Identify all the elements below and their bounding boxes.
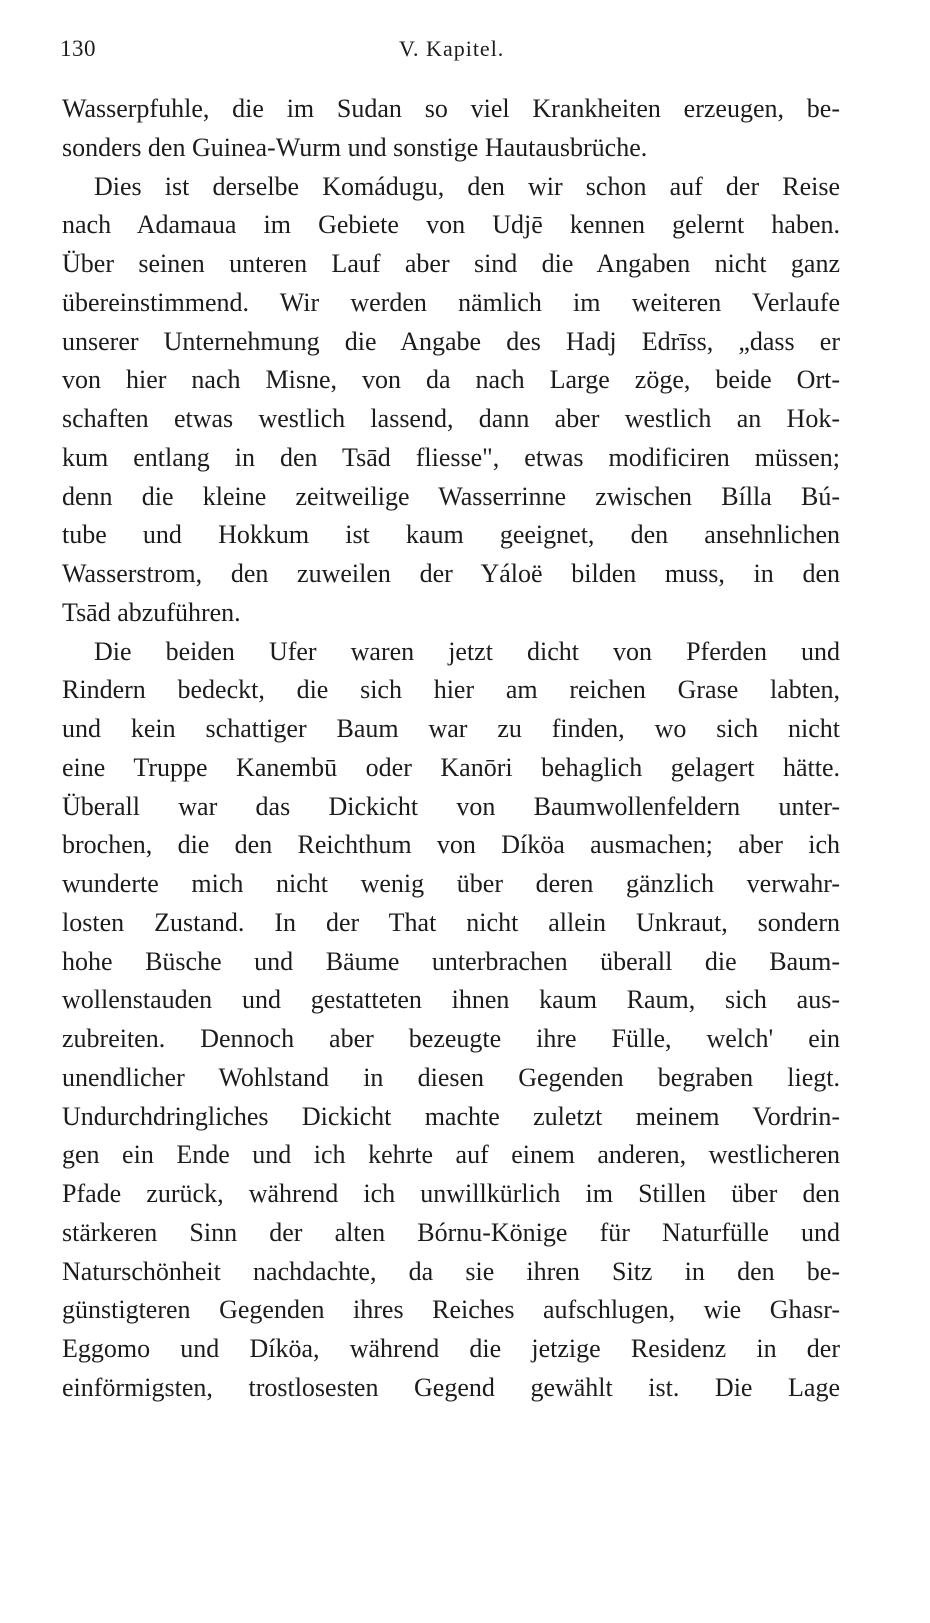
text-line: zubreiten. Dennoch aber bezeugte ihre Fülle, welch' ein xyxy=(62,1024,840,1053)
text-line: eine Truppe Kanembū oder Kanōri behaglich gelagert hätte. xyxy=(62,752,840,782)
text-line: einförmigsten, trostlosesten Gegend gewählt ist. Die Lage xyxy=(62,1372,840,1402)
text-line: losten Zustand. In der That nicht allein Unkraut, sondern xyxy=(62,907,840,937)
text-line: Undurchdringliches Dickicht machte zuletzt meinem Vordrin- xyxy=(62,1101,840,1131)
text-line: Dies ist derselbe Komádugu, den wir schon auf der Reise xyxy=(94,171,840,201)
text-line: brochen, die den Reichthum von Díköa ausmachen; aber ich xyxy=(62,830,840,860)
body-text xyxy=(62,90,840,1408)
text-line: und kein schattiger Baum war zu finden, wo sich nicht xyxy=(62,714,840,743)
text-line: unserer Unternehmung die Angabe des Hadj Edrīss, „dass er xyxy=(62,326,840,356)
text-line: Pfade zurück, während ich unwillkürlich im Stillen über den xyxy=(62,1179,840,1208)
running-head: V. Kapitel. xyxy=(399,36,505,61)
text-line: stärkeren Sinn der alten Bórnu-Könige für Naturfülle und xyxy=(62,1217,840,1247)
page-header xyxy=(60,36,840,72)
text-line: tube und Hokkum ist kaum geeignet, den ansehnlichen xyxy=(62,520,840,550)
text-line: günstigteren Gegenden ihres Reiches aufschlugen, wie Ghasr- xyxy=(62,1295,840,1325)
page-number: 130 xyxy=(60,36,96,61)
text-line: Wasserpfuhle, die im Sudan so viel Krankheiten erzeugen, be- xyxy=(62,94,840,123)
text-line: gen ein Ende und ich kehrte auf einem anderen, westlicheren xyxy=(62,1140,840,1170)
text-line: sonders den Guinea-Wurm und sonstige Hautausbrüche. xyxy=(62,132,648,162)
text-line: Naturschönheit nachdachte, da sie ihren Sitz in den be- xyxy=(62,1256,840,1286)
text-line: Tsād abzuführen. xyxy=(62,597,241,627)
text-line: nach Adamaua im Gebiete von Udjē kennen gelernt haben. xyxy=(62,210,840,240)
text-line: Rindern bedeckt, die sich hier am reichen Grase labten, xyxy=(62,675,840,705)
text-line: kum entlang in den Tsād fliesse", etwas modificiren müssen; xyxy=(62,442,840,472)
text-line: Eggomo und Díköa, während die jetzige Residenz in der xyxy=(62,1334,840,1363)
text-line: Überall war das Dickicht von Baumwollenfeldern unter- xyxy=(62,791,840,821)
text-line: Die beiden Ufer waren jetzt dicht von Pferden und xyxy=(94,636,840,666)
text-line: Wasserstrom, den zuweilen der Yáloë bilden muss, in den xyxy=(62,559,840,588)
text-line: übereinstimmend. Wir werden nämlich im weiteren Verlaufe xyxy=(62,287,840,317)
text-line: wunderte mich nicht wenig über deren gänzlich verwahr- xyxy=(62,869,840,898)
text-line: denn die kleine zeitweilige Wasserrinne zwischen Bílla Bú- xyxy=(62,481,840,511)
text-line: wollenstauden und gestatteten ihnen kaum Raum, sich aus- xyxy=(62,985,840,1015)
text-line: Über seinen unteren Lauf aber sind die Angaben nicht ganz xyxy=(62,249,840,278)
text-line: hohe Büsche und Bäume unterbrachen überall die Baum- xyxy=(62,946,840,976)
text-line: unendlicher Wohlstand in diesen Gegenden begraben liegt. xyxy=(62,1062,840,1092)
text-line: schaften etwas westlich lassend, dann aber westlich an Hok- xyxy=(62,404,840,433)
text-line: von hier nach Misne, von da nach Large zöge, beide Ort- xyxy=(62,365,840,395)
